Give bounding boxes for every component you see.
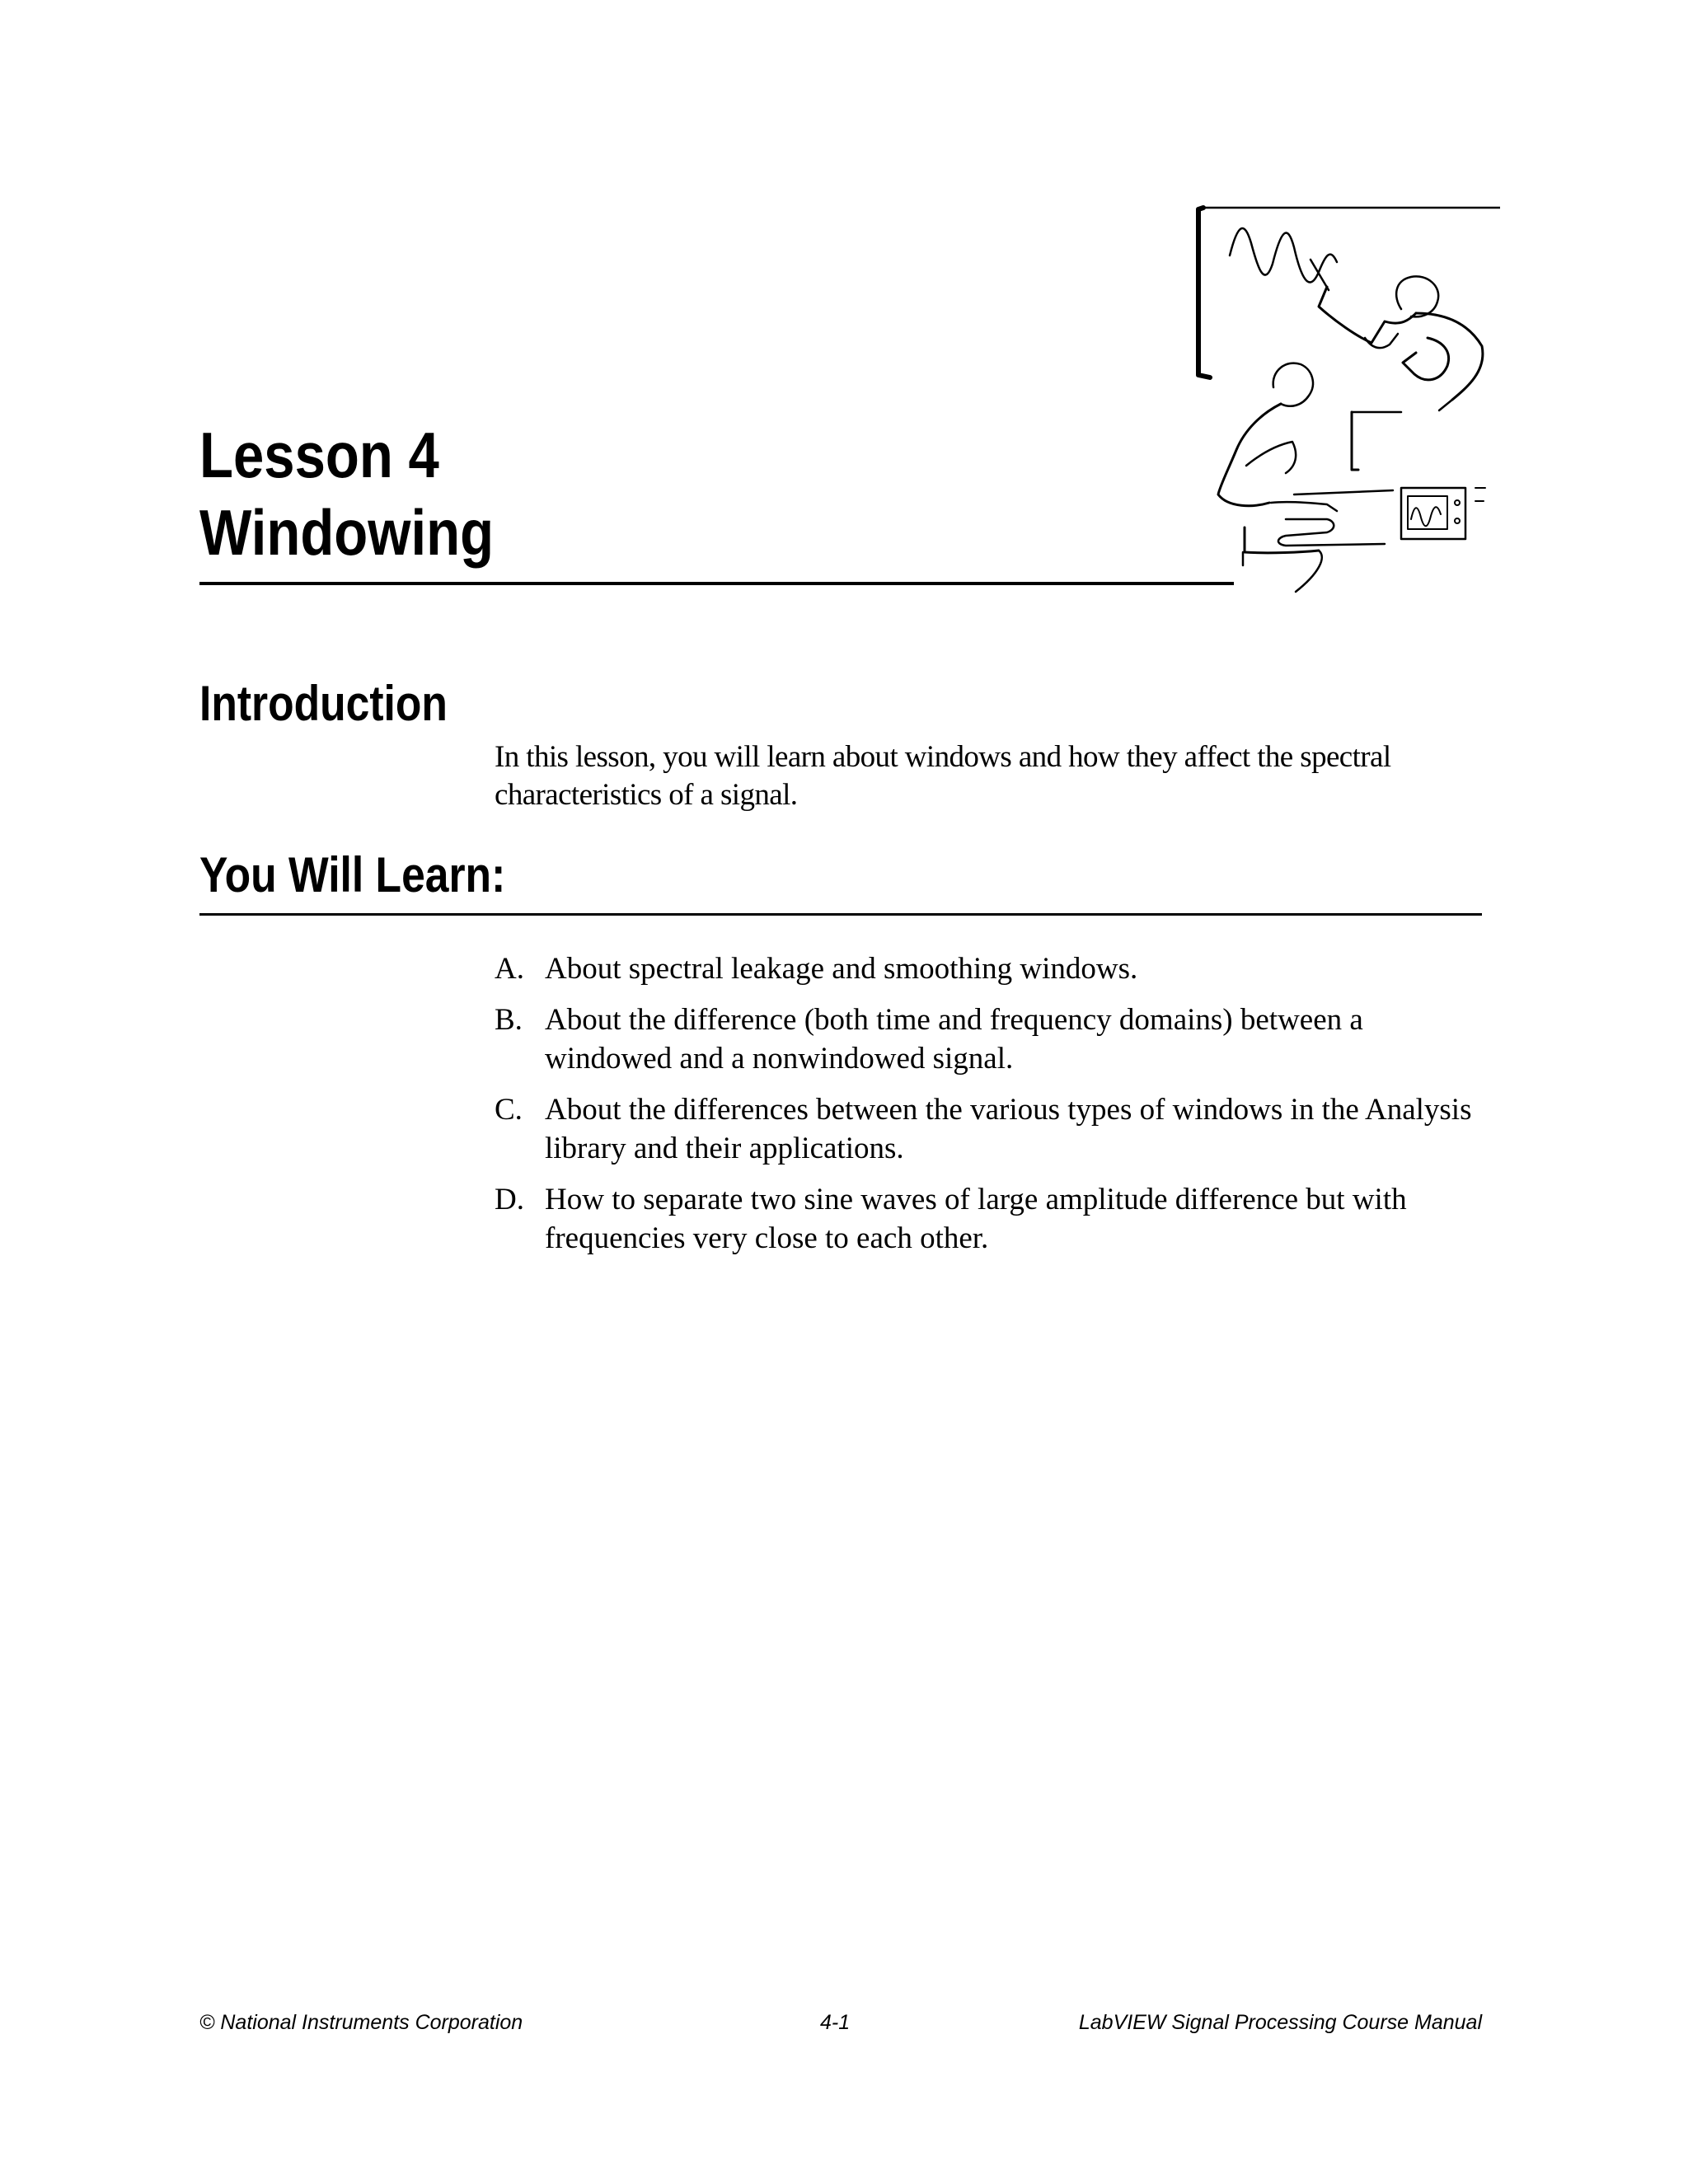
introduction-heading: Introduction bbox=[199, 676, 448, 731]
footer-copyright: © National Instruments Corporation bbox=[199, 2011, 523, 2034]
section-divider bbox=[199, 913, 1482, 916]
page-footer bbox=[199, 2006, 1482, 2039]
list-marker: C. bbox=[495, 1093, 523, 1127]
list-item-text: About the difference (both time and frequency domains) between a windowed and a nonwindowed signal. bbox=[545, 1003, 1363, 1076]
person-at-whiteboard-icon bbox=[1195, 198, 1500, 602]
lesson-title: Windowing bbox=[199, 496, 495, 569]
list-item bbox=[495, 1090, 1492, 1168]
list-item bbox=[495, 1180, 1492, 1258]
introduction-paragraph: In this lesson, you will learn about windows and how they affect the spectral characteristics of a signal. bbox=[495, 740, 1391, 812]
title-divider bbox=[199, 582, 1234, 585]
list-marker: A. bbox=[495, 952, 524, 986]
lesson-number-title: Lesson 4 bbox=[199, 419, 439, 491]
list-item-text: About the differences between the various types of windows in the Analysis library and their applications. bbox=[545, 1093, 1472, 1165]
list-marker: B. bbox=[495, 1003, 523, 1037]
list-item bbox=[495, 1001, 1492, 1078]
list-item-text: About spectral leakage and smoothing windows. bbox=[545, 952, 1138, 986]
list-marker: D. bbox=[495, 1183, 524, 1216]
page-number: 4-1 bbox=[820, 2011, 851, 2034]
learning-objectives-list bbox=[495, 949, 1492, 1270]
you-will-learn-heading: You Will Learn: bbox=[199, 847, 506, 902]
list-item bbox=[495, 949, 1492, 988]
footer-manual-title: LabVIEW Signal Processing Course Manual bbox=[1078, 2011, 1482, 2034]
list-item-text: How to separate two sine waves of large amplitude difference but with frequencies very close to each other. bbox=[545, 1183, 1407, 1255]
